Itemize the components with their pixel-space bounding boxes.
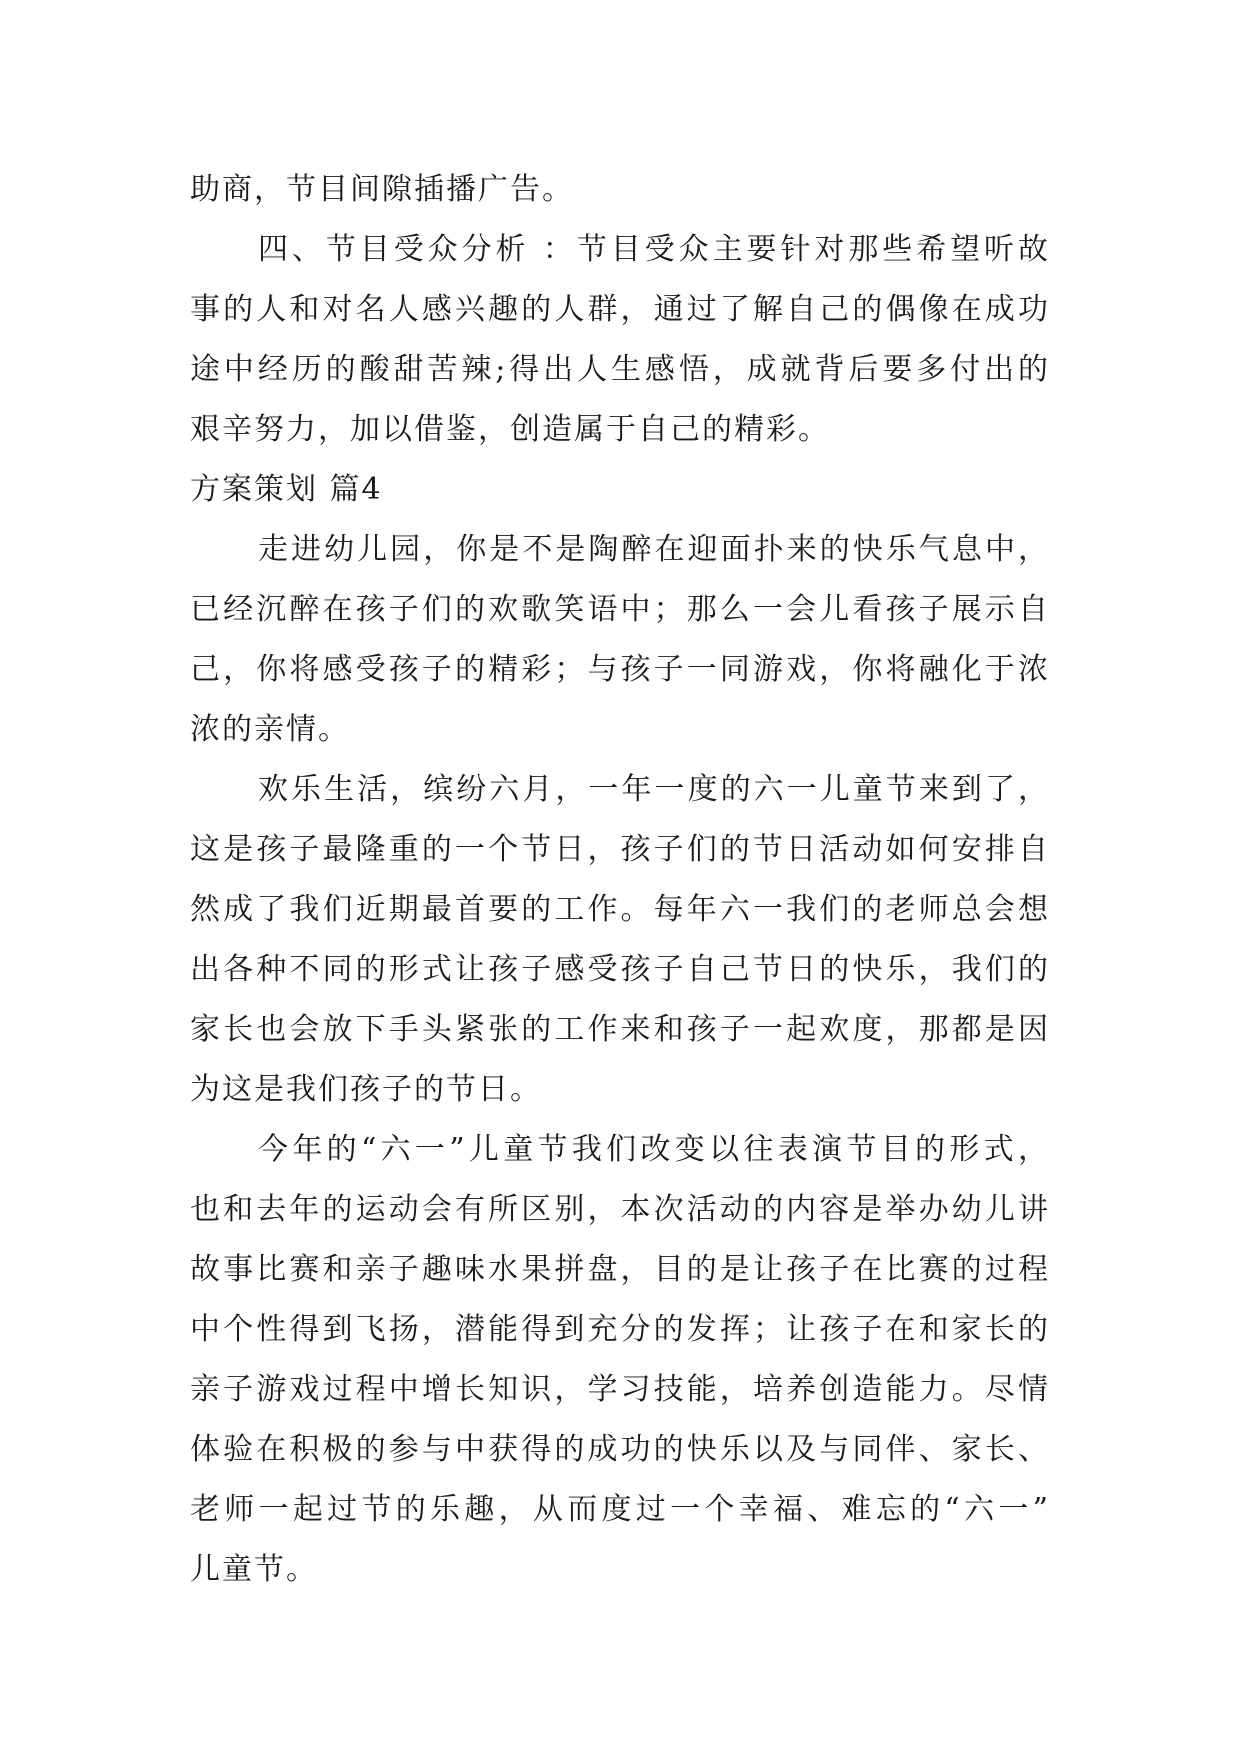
text-line: 儿童节。: [190, 1552, 318, 1587]
text-line: 亲子游戏过程中增长知识，学习技能，培养创造能力。尽情: [190, 1372, 1050, 1407]
text-line: 这是孩子最隆重的一个节日，孩子们的节日活动如何安排自: [190, 832, 1050, 867]
paragraph-childrens-day: [190, 760, 1050, 1120]
text-line: 今年的“六一”儿童节我们改变以往表演节目的形式，: [258, 1132, 1050, 1167]
text-line: 欢乐生活，缤纷六月，一年一度的六一儿童节来到了，: [258, 772, 1050, 807]
text-line: 故事比赛和亲子趣味水果拼盘，目的是让孩子在比赛的过程: [190, 1252, 1050, 1287]
text-line: 浓的亲情。: [190, 712, 350, 747]
text-line: 途中经历的酸甜苦辣;得出人生感悟，成就背后要多付出的: [190, 352, 1050, 387]
text-line: 然成了我们近期最首要的工作。每年六一我们的老师总会想: [190, 892, 1050, 927]
text-line: 为这是我们孩子的节日。: [190, 1072, 542, 1107]
text-line: 走进幼儿园，你是不是陶醉在迎面扑来的快乐气息中，: [258, 532, 1050, 567]
text-line: 己，你将感受孩子的精彩；与孩子一同游戏，你将融化于浓: [190, 652, 1050, 687]
paragraph-audience-analysis: [190, 220, 1050, 460]
text-line: 老师一起过节的乐趣，从而度过一个幸福、难忘的“六一”: [190, 1492, 1050, 1527]
text-line: 事的人和对名人感兴趣的人群，通过了解自己的偶像在成功: [190, 292, 1050, 327]
section-heading: 方案策划 篇4: [190, 472, 383, 507]
text-line: 艰辛努力，加以借鉴，创造属于自己的精彩。: [190, 412, 830, 447]
text-line: 已经沉醉在孩子们的欢歌笑语中；那么一会儿看孩子展示自: [190, 592, 1050, 627]
document-body: [190, 160, 1050, 1600]
text-line: 四、节目受众分析 ：节目受众主要针对那些希望听故: [258, 232, 1050, 267]
text-line: 体验在积极的参与中获得的成功的快乐以及与同伴、家长、: [190, 1432, 1050, 1467]
paragraph-sponsor-ending: [190, 160, 1050, 220]
text-line: 家长也会放下手头紧张的工作来和孩子一起欢度，那都是因: [190, 1012, 1050, 1047]
text-line: 出各种不同的形式让孩子感受孩子自己节日的快乐，我们的: [190, 952, 1050, 987]
text-line: 助商，节目间隙插播广告。: [190, 172, 574, 207]
paragraph-activity-plan: [190, 1120, 1050, 1600]
text-line: 中个性得到飞扬，潜能得到充分的发挥；让孩子在和家长的: [190, 1312, 1050, 1347]
text-line: 也和去年的运动会有所区别，本次活动的内容是举办幼儿讲: [190, 1192, 1050, 1227]
paragraph-kindergarten-intro: [190, 520, 1050, 760]
